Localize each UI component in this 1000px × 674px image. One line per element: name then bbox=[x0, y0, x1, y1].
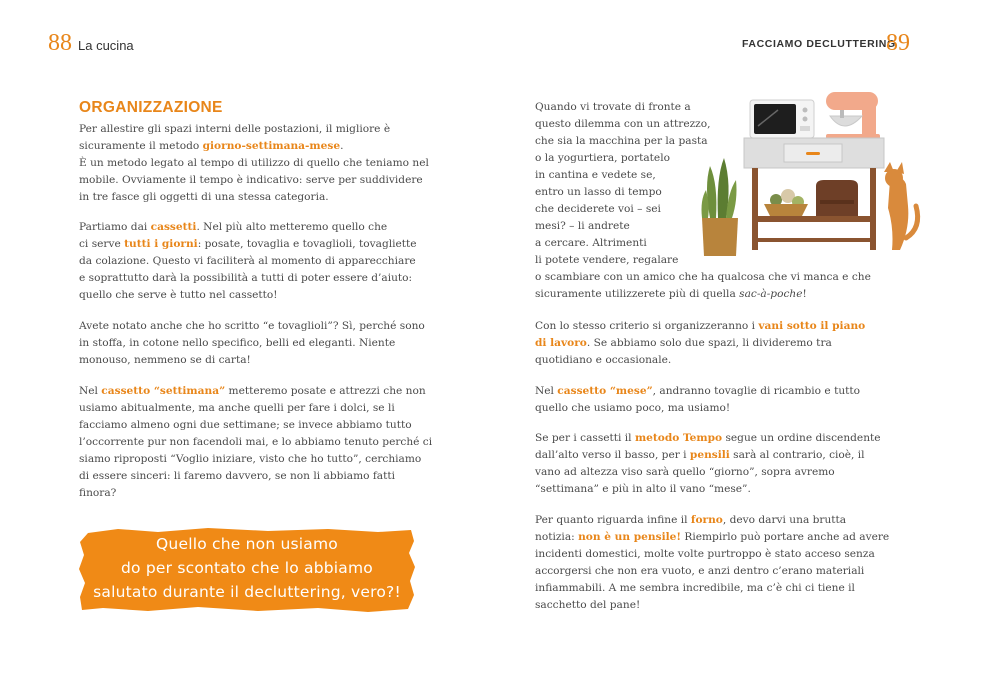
text-line bbox=[79, 253, 417, 270]
text-run: in tre fasce gli oggetti di una stessa categoria. bbox=[79, 191, 329, 203]
text-run: : posate, tovaglia e tovaglioli, tovagliette bbox=[197, 238, 417, 250]
text-line bbox=[535, 352, 865, 369]
text-line bbox=[535, 447, 881, 464]
text-run: sacchetto del pane! bbox=[535, 599, 641, 611]
text-run: in cantina e vedete se, bbox=[535, 169, 656, 181]
text-run: da colazione. Questo vi faciliterà al momento di apparecchiare bbox=[79, 255, 416, 267]
microwave-icon bbox=[750, 100, 814, 138]
paragraph-cassetto-settimana bbox=[79, 383, 432, 502]
highlight-text: giorno-settimana-mese bbox=[202, 140, 341, 152]
text-run: . bbox=[340, 140, 344, 152]
text-run: mesi? – li andrete bbox=[535, 220, 630, 232]
text-line bbox=[79, 468, 432, 485]
text-run: entro un lasso di tempo bbox=[535, 186, 662, 198]
text-line bbox=[535, 597, 889, 614]
text-run: in stoffa, in cotone nello specifico, belli ed eleganti. Niente bbox=[79, 337, 396, 349]
text-line bbox=[79, 318, 425, 335]
potted-plant-icon bbox=[702, 158, 739, 256]
text-run: Avete notato anche che ho scritto “e tovaglioli”? Sì, perché sono bbox=[79, 320, 425, 332]
text-run: . Nel più alto metteremo quello che bbox=[196, 221, 388, 233]
highlight-text: vani sotto il piano bbox=[758, 320, 866, 332]
highlight-text: cassetto “settimana” bbox=[101, 385, 226, 397]
text-line bbox=[79, 352, 425, 369]
drawer-handle bbox=[806, 152, 820, 155]
text-run: È un metodo legato al tempo di utilizzo di quello che teniamo nel bbox=[79, 157, 429, 169]
paragraph-pensili bbox=[535, 430, 881, 498]
highlight-text: cassetti bbox=[150, 221, 197, 233]
text-run: che sia la macchina per la pasta bbox=[535, 135, 708, 147]
text-line bbox=[79, 451, 432, 468]
text-run: mobile. Ovviamente il tempo è indicativo: serve per suddividere bbox=[79, 174, 423, 186]
highlight-text: non è un pensile! bbox=[578, 531, 682, 543]
text-line bbox=[79, 121, 429, 138]
text-run: di essere sinceri: li faremo davvero, se non li abbiamo fatti bbox=[79, 470, 396, 482]
paragraph-vani bbox=[535, 318, 865, 369]
text-run: l’occorrente pur non facendoli mai, e lo abbiamo tenuto perché ci bbox=[79, 436, 433, 448]
text-run: li potete vendere, regalare bbox=[535, 254, 679, 266]
text-run: infiammabili. A me sembra incredibile, ma c’è chi ci tiene il bbox=[535, 582, 855, 594]
text-run: “settimana” e più in alto il vano “mese”. bbox=[535, 483, 751, 495]
text-run: quello che usiamo poco, ma usiamo! bbox=[535, 402, 731, 414]
text-line bbox=[79, 434, 432, 451]
italic-text: sac-à-poche bbox=[739, 288, 803, 300]
highlight-text: metodo Tempo bbox=[634, 432, 723, 444]
text-run: ci serve bbox=[79, 238, 125, 250]
text-run: vano ad altezza viso sarà quello “giorno”, sopra avremo bbox=[535, 466, 835, 478]
text-run: e soprattutto darà la possibilità a tutti di poter essere d’aiuto: bbox=[79, 272, 413, 284]
highlight-text: pensili bbox=[689, 449, 730, 461]
cat-icon bbox=[884, 162, 918, 250]
vegetable-basket-icon bbox=[764, 189, 808, 216]
text-run: Con lo stesso criterio si organizzeranno i bbox=[535, 320, 759, 332]
right-running-title: FACCIAMO DECLUTTERING bbox=[742, 38, 896, 50]
section-title: ORGANIZZAZIONE bbox=[79, 99, 223, 116]
quote-line-1: Quello che non usiamo bbox=[156, 535, 338, 553]
text-line bbox=[535, 383, 860, 400]
text-run: incidenti domestici, molte volte purtroppo è stato acceso senza bbox=[535, 548, 875, 560]
text-line bbox=[79, 417, 432, 434]
text-run: sicuramente il metodo bbox=[79, 140, 203, 152]
text-run: Riempirlo può portare anche ad avere bbox=[681, 531, 890, 543]
text-line bbox=[535, 481, 881, 498]
text-run: siamo riproposti “Voglio iniziare, visto che ho tutto”, cerchiamo bbox=[79, 453, 422, 465]
paragraph-cassetti bbox=[79, 219, 417, 304]
highlight-text: cassetto “mese” bbox=[557, 385, 653, 397]
text-line bbox=[79, 189, 429, 206]
text-line bbox=[79, 138, 429, 155]
text-run: a cercare. Altrimenti bbox=[535, 237, 647, 249]
text-line bbox=[535, 318, 865, 335]
text-run: Per quanto riguarda infine il bbox=[535, 514, 691, 526]
text-run: Partiamo dai bbox=[79, 221, 151, 233]
paragraph-forno bbox=[535, 512, 889, 614]
text-line bbox=[79, 485, 432, 502]
text-run: ! bbox=[802, 288, 807, 300]
text-line bbox=[79, 400, 432, 417]
text-line bbox=[79, 383, 432, 400]
text-line bbox=[535, 269, 871, 286]
text-run: che deciderete voi – sei bbox=[535, 203, 661, 215]
text-line bbox=[535, 563, 889, 580]
text-run: notizia: bbox=[535, 531, 579, 543]
text-line bbox=[79, 335, 425, 352]
highlight-text: tutti i giorni bbox=[124, 238, 198, 250]
quote-line-3: salutato durante il decluttering, vero?! bbox=[93, 583, 401, 601]
text-run: monouso, nemmeno se di carta! bbox=[79, 354, 251, 366]
kitchen-cart-illustration bbox=[694, 88, 926, 256]
text-line bbox=[535, 286, 871, 303]
highlight-text: forno bbox=[690, 514, 723, 526]
text-line bbox=[535, 430, 881, 447]
cart-shelf-low bbox=[752, 238, 876, 242]
text-run: usiamo abitualmente, ma anche quelli per fare i dolci, se li bbox=[79, 402, 395, 414]
text-run: metteremo posate e attrezzi che non bbox=[225, 385, 426, 397]
text-run: sarà al contrario, cioè, il bbox=[729, 449, 865, 461]
text-run: quello che serve è tutto nel cassetto! bbox=[79, 289, 278, 301]
text-line bbox=[79, 236, 417, 253]
text-run: Nel bbox=[535, 385, 558, 397]
paragraph-cassetto-mese bbox=[535, 383, 860, 417]
cart-leg bbox=[752, 168, 758, 250]
paragraph-tovaglioli bbox=[79, 318, 425, 369]
text-line bbox=[535, 546, 889, 563]
text-line bbox=[535, 464, 881, 481]
quote-line-2: do per scontato che lo abbiamo bbox=[121, 559, 373, 577]
stand-mixer-icon bbox=[826, 92, 880, 139]
text-run: o scambiare con un amico che ha qualcosa che vi manca e che bbox=[535, 271, 871, 283]
right-page-number: 89 bbox=[886, 30, 910, 56]
text-run: quotidiano e occasionale. bbox=[535, 354, 672, 366]
quote-banner bbox=[78, 527, 416, 613]
bread-box-icon bbox=[816, 180, 858, 216]
text-line bbox=[535, 335, 865, 352]
cart-leg bbox=[870, 168, 876, 250]
text-line bbox=[535, 400, 860, 417]
text-run: dall’alto verso il basso, per i bbox=[535, 449, 690, 461]
text-run: Per allestire gli spazi interni delle postazioni, il migliore è bbox=[79, 123, 391, 135]
paragraph-intro bbox=[79, 121, 429, 206]
text-run: Nel bbox=[79, 385, 102, 397]
text-run: , andranno tovaglie di ricambio e tutto bbox=[652, 385, 861, 397]
text-run: sicuramente utilizzerete più di quella bbox=[535, 288, 740, 300]
left-running-title: La cucina bbox=[78, 38, 134, 53]
text-line bbox=[535, 580, 889, 597]
highlight-text: di lavoro bbox=[535, 337, 587, 349]
text-line bbox=[79, 172, 429, 189]
text-run: Se per i cassetti il bbox=[535, 432, 635, 444]
text-line bbox=[535, 529, 889, 546]
text-run: finora? bbox=[79, 487, 117, 499]
text-run: segue un ordine discendente bbox=[722, 432, 881, 444]
text-run: accorgersi che non era vuoto, e anzi dentro c’erano materiali bbox=[535, 565, 865, 577]
text-run: , devo darvi una brutta bbox=[722, 514, 847, 526]
text-line bbox=[79, 287, 417, 304]
text-run: o la yogurtiera, portatelo bbox=[535, 152, 670, 164]
cart-shelf bbox=[752, 216, 876, 222]
text-line bbox=[79, 219, 417, 236]
left-page-number: 88 bbox=[48, 30, 72, 56]
text-run: questo dilemma con un attrezzo, bbox=[535, 118, 711, 130]
text-line bbox=[79, 155, 429, 172]
text-line bbox=[535, 512, 889, 529]
text-run: . Se abbiamo solo due spazi, li divideremo tra bbox=[586, 337, 832, 349]
text-line bbox=[79, 270, 417, 287]
text-run: facciamo almeno ogni due settimane; se invece abbiamo tutto bbox=[79, 419, 412, 431]
text-run: Quando vi trovate di fronte a bbox=[535, 101, 691, 113]
